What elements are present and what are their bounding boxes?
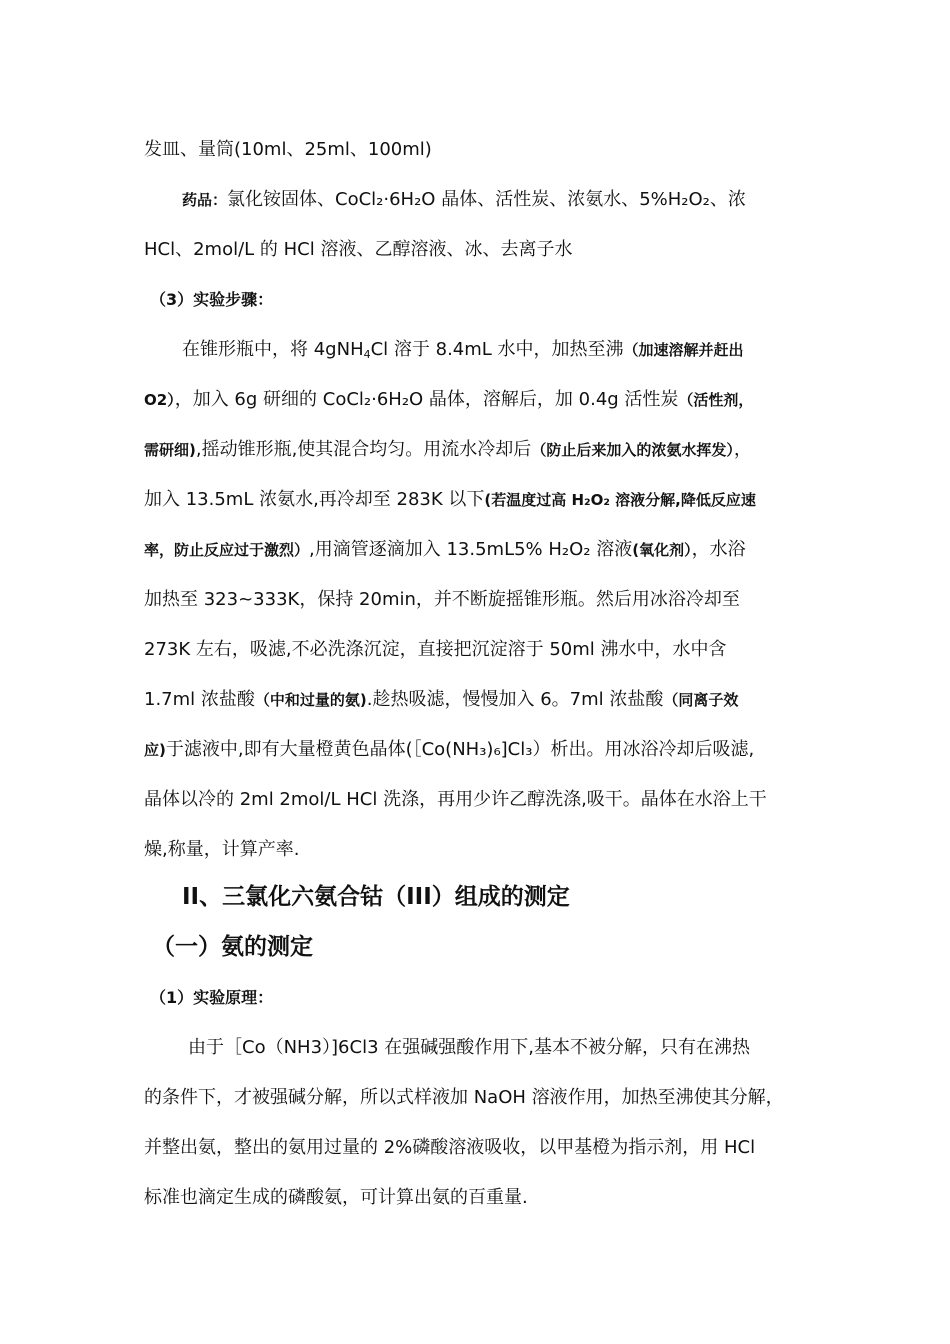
subsection-heading: （一）氨的测定 (152, 934, 313, 960)
step-note: O2） (144, 391, 175, 409)
principle-line-4 (144, 1186, 824, 1210)
reagents-text-cont: HCl、2mol/L 的 HCl 溶液、乙醇溶液、冰、去离子水 (144, 239, 573, 260)
section-heading: II、三氯化六氨合钴（III）组成的测定 (182, 884, 570, 910)
step-text: 晶体以冷的 2ml 2mol/L HCl 洗涤，再用少许乙醇洗涤,吸干。晶体在水浴上干 (144, 789, 767, 810)
principle-line-3 (144, 1136, 824, 1160)
principle-text: 的条件下，才被强碱分解，所以式样液加 NaOH 溶液作用，加热至沸使其分解， (144, 1087, 784, 1108)
step-text: 于滤液中,即有大量橙黄色晶体(［Co(NH₃)₆]Cl₃）析出。用冰浴冷却后吸滤, (165, 739, 755, 760)
steps-line-2 (144, 388, 824, 412)
step-note: 应) (144, 741, 166, 759)
reagents-line-1 (182, 188, 824, 212)
equipment-line-end (144, 138, 824, 162)
step-note: （同离子效 (663, 691, 739, 709)
equipment-text: 发皿、量筒(10ml、25ml、100ml) (144, 139, 432, 160)
step-text: 加入 13.5mL 浓氨水,再冷却至 283K 以下 (144, 489, 485, 510)
steps-line-7 (144, 638, 824, 662)
principle-heading: （1）实验原理： (150, 988, 274, 1007)
step-text: ，加入 6g 研细的 CoCl₂·6H₂O 晶体，溶解后，加 0.4g 活性炭 (174, 389, 679, 410)
steps-line-9 (144, 738, 824, 762)
steps-line-6 (144, 588, 824, 612)
reagents-text: 氯化铵固体、CoCl₂·6H₂O 晶体、活性炭、浓氨水、5%H₂O₂、浓 (227, 189, 746, 210)
step-note: (氧化剂） (632, 541, 692, 559)
principle-line-2 (144, 1086, 824, 1110)
step-subscript: 4 (363, 348, 371, 361)
step-text: 加热至 323~333K，保持 20min，并不断旋摇锥形瓶。然后用冰浴冷却至 (144, 589, 740, 610)
steps-line-10 (144, 788, 824, 812)
step-text: .趁热吸滤，慢慢加入 6。7ml 浓盐酸 (366, 689, 664, 710)
principle-line-1 (188, 1036, 824, 1060)
step-note: (若温度过高 H₂O₂ 溶液分解,降低反应速 (484, 491, 756, 509)
steps-line-3 (144, 438, 824, 462)
step-text: 273K 左右，吸滤,不必洗涤沉淀，直接把沉淀溶于 50ml 沸水中，水中含 (144, 639, 727, 660)
step-note: 需研细) (144, 441, 196, 459)
step-note: 率，防止反应过于激烈） (144, 541, 310, 559)
steps-line-5 (144, 538, 824, 562)
steps-line-8 (144, 688, 824, 712)
principle-text: 标准也滴定生成的磷酸氨，可计算出氨的百重量. (144, 1187, 528, 1208)
step-note: （活性剂， (678, 391, 754, 409)
step-note: （中和过量的氨) (254, 691, 367, 709)
principle-text: 由于［Co（NH3）]6Cl3 在强碱强酸作用下,基本不被分解，只有在沸热 (188, 1037, 750, 1058)
step-text: ，水浴 (691, 539, 746, 560)
step-note: （防止后来加入的浓氨水挥发） (531, 441, 734, 459)
step-text: ,用滴管逐滴加入 13.5mL5% H₂O₂ 溶液 (309, 539, 633, 560)
step-text: ， (733, 439, 752, 460)
steps-line-4 (144, 488, 824, 512)
step-note: （加速溶解并赶出 (623, 341, 744, 359)
step-text: 在锥形瓶中，将 4gNH (182, 339, 364, 360)
step-text: Cl 溶于 8.4mL 水中，加热至沸 (370, 339, 624, 360)
principle-text: 并整出氨，整出的氨用过量的 2%磷酸溶液吸收，以甲基橙为指示剂，用 HCl (144, 1137, 756, 1158)
reagents-label: 药品： (182, 191, 228, 209)
step-text: 燥,称量，计算产率. (144, 839, 300, 860)
step-text: ,摇动锥形瓶,使其混合均匀。用流水冷却后 (195, 439, 532, 460)
step-text: 1.7ml 浓盐酸 (144, 689, 255, 710)
reagents-line-2 (144, 238, 824, 262)
steps-heading: （3）实验步骤： (150, 290, 274, 309)
steps-line-11 (144, 838, 824, 862)
steps-line-1 (182, 338, 824, 362)
